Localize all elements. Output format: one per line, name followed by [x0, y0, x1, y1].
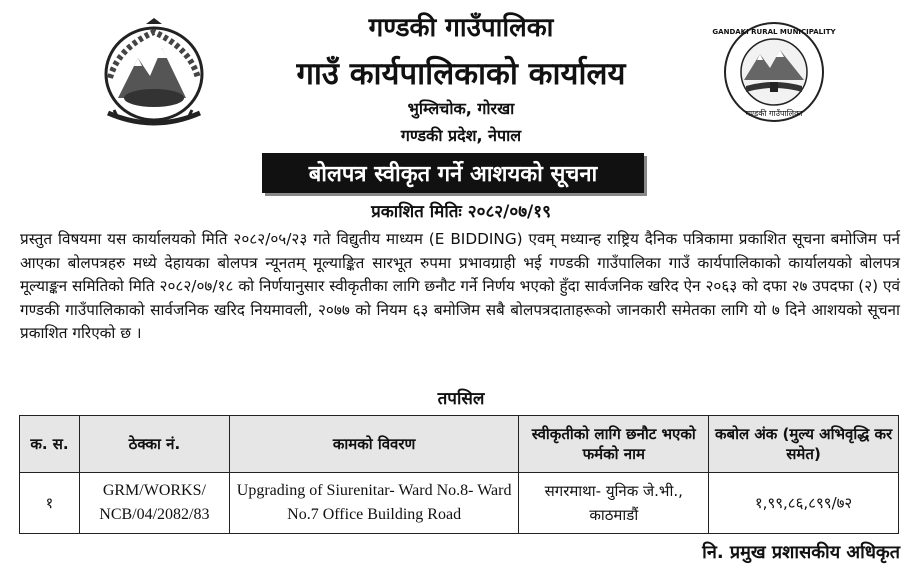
cell-description: Upgrading of Siurenitar- Ward No.8- Ward No.7 Office Building Road: [229, 473, 519, 534]
table-title: तपसिल: [437, 389, 485, 409]
header-sn: क. स.: [20, 416, 80, 473]
notice-body: प्रस्तुत विषयमा यस कार्यालयको मिति २०८२/०५/२३ गते विद्युतीय माध्यम (E BIDDING) एवम् मध्यान्ह राष्ट्रिय दैनिक पत्रिकामा प्रकाशित सूचना बमोजिम पर्न आएका बोलपत्रहरु मध्ये देहायका बोलपत्र न्यूनतम् मूल्याङ्कित सारभूत रुपमा प्रभावग्राही भई गण्डकी गाउँपालिका गाउँ कार्यपालिकाको कार्यालयको बोलपत्र मूल्याङ्कन समितिको मिति २०८२/०७/१८ को निर्णयानुसार स्वीकृतीका लागि छनौट गर्ने निर्णय भएको हुँदा सार्वजनिक खरिद ऐन २०६३ को दफा २७ उपदफा (२) एवं गण्डकी गाउँपालिकाको सार्वजनिक खरिद नियमावली, २०७७ को नियम ६३ बमोजिम सबै बोलपत्रदाताहरूको जानकारी समेतका लागि यो ७ दिने आशयको सूचना प्रकाशित गरिएको छ ।: [20, 230, 900, 343]
published-date: प्रकाशित मितिः २०८२/०७/१९: [371, 202, 551, 222]
table-row: [20, 473, 899, 534]
cell-amount: १,९९,८६,८९९/७२: [709, 473, 899, 534]
header-contract-no: ठेक्का नं.: [79, 416, 229, 473]
notice-title: बोलपत्र स्वीकृत गर्ने आशयको सूचना: [308, 162, 598, 187]
address-line-1: भुम्लिचोक, गोरखा: [407, 99, 515, 118]
logo-bottom-text: गण्डकी गाउँपालिका: [745, 109, 803, 118]
logo-ring-text: GANDAKI RURAL MUNICIPALITY: [712, 28, 836, 36]
header-firm: स्वीकृतीको लागि छनौट भएको फर्मको नाम: [519, 416, 709, 473]
municipality-name: गण्डकी गाउँपालिका: [368, 13, 554, 43]
cell-sn: १: [20, 473, 80, 534]
header-amount: कबोल अंक (मुल्य अभिवृद्धि कर समेत): [709, 416, 899, 473]
signature-title: नि. प्रमुख प्रशासकीय अधिकृत: [702, 542, 900, 563]
table-header-row: [20, 416, 899, 473]
office-name: गाउँ कार्यपालिकाको कार्यालय: [296, 56, 626, 92]
address-line-2: गण्डकी प्रदेश, नेपाल: [400, 126, 522, 145]
cell-contract-no: GRM/WORKS/ NCB/04/2082/83: [79, 473, 229, 534]
cell-firm: सगरमाथा- युनिक जे.भी., काठमाडौं: [519, 473, 709, 534]
notice-title-banner: [262, 153, 644, 193]
bid-table: [19, 415, 899, 534]
header-description: कामको विवरण: [229, 416, 519, 473]
